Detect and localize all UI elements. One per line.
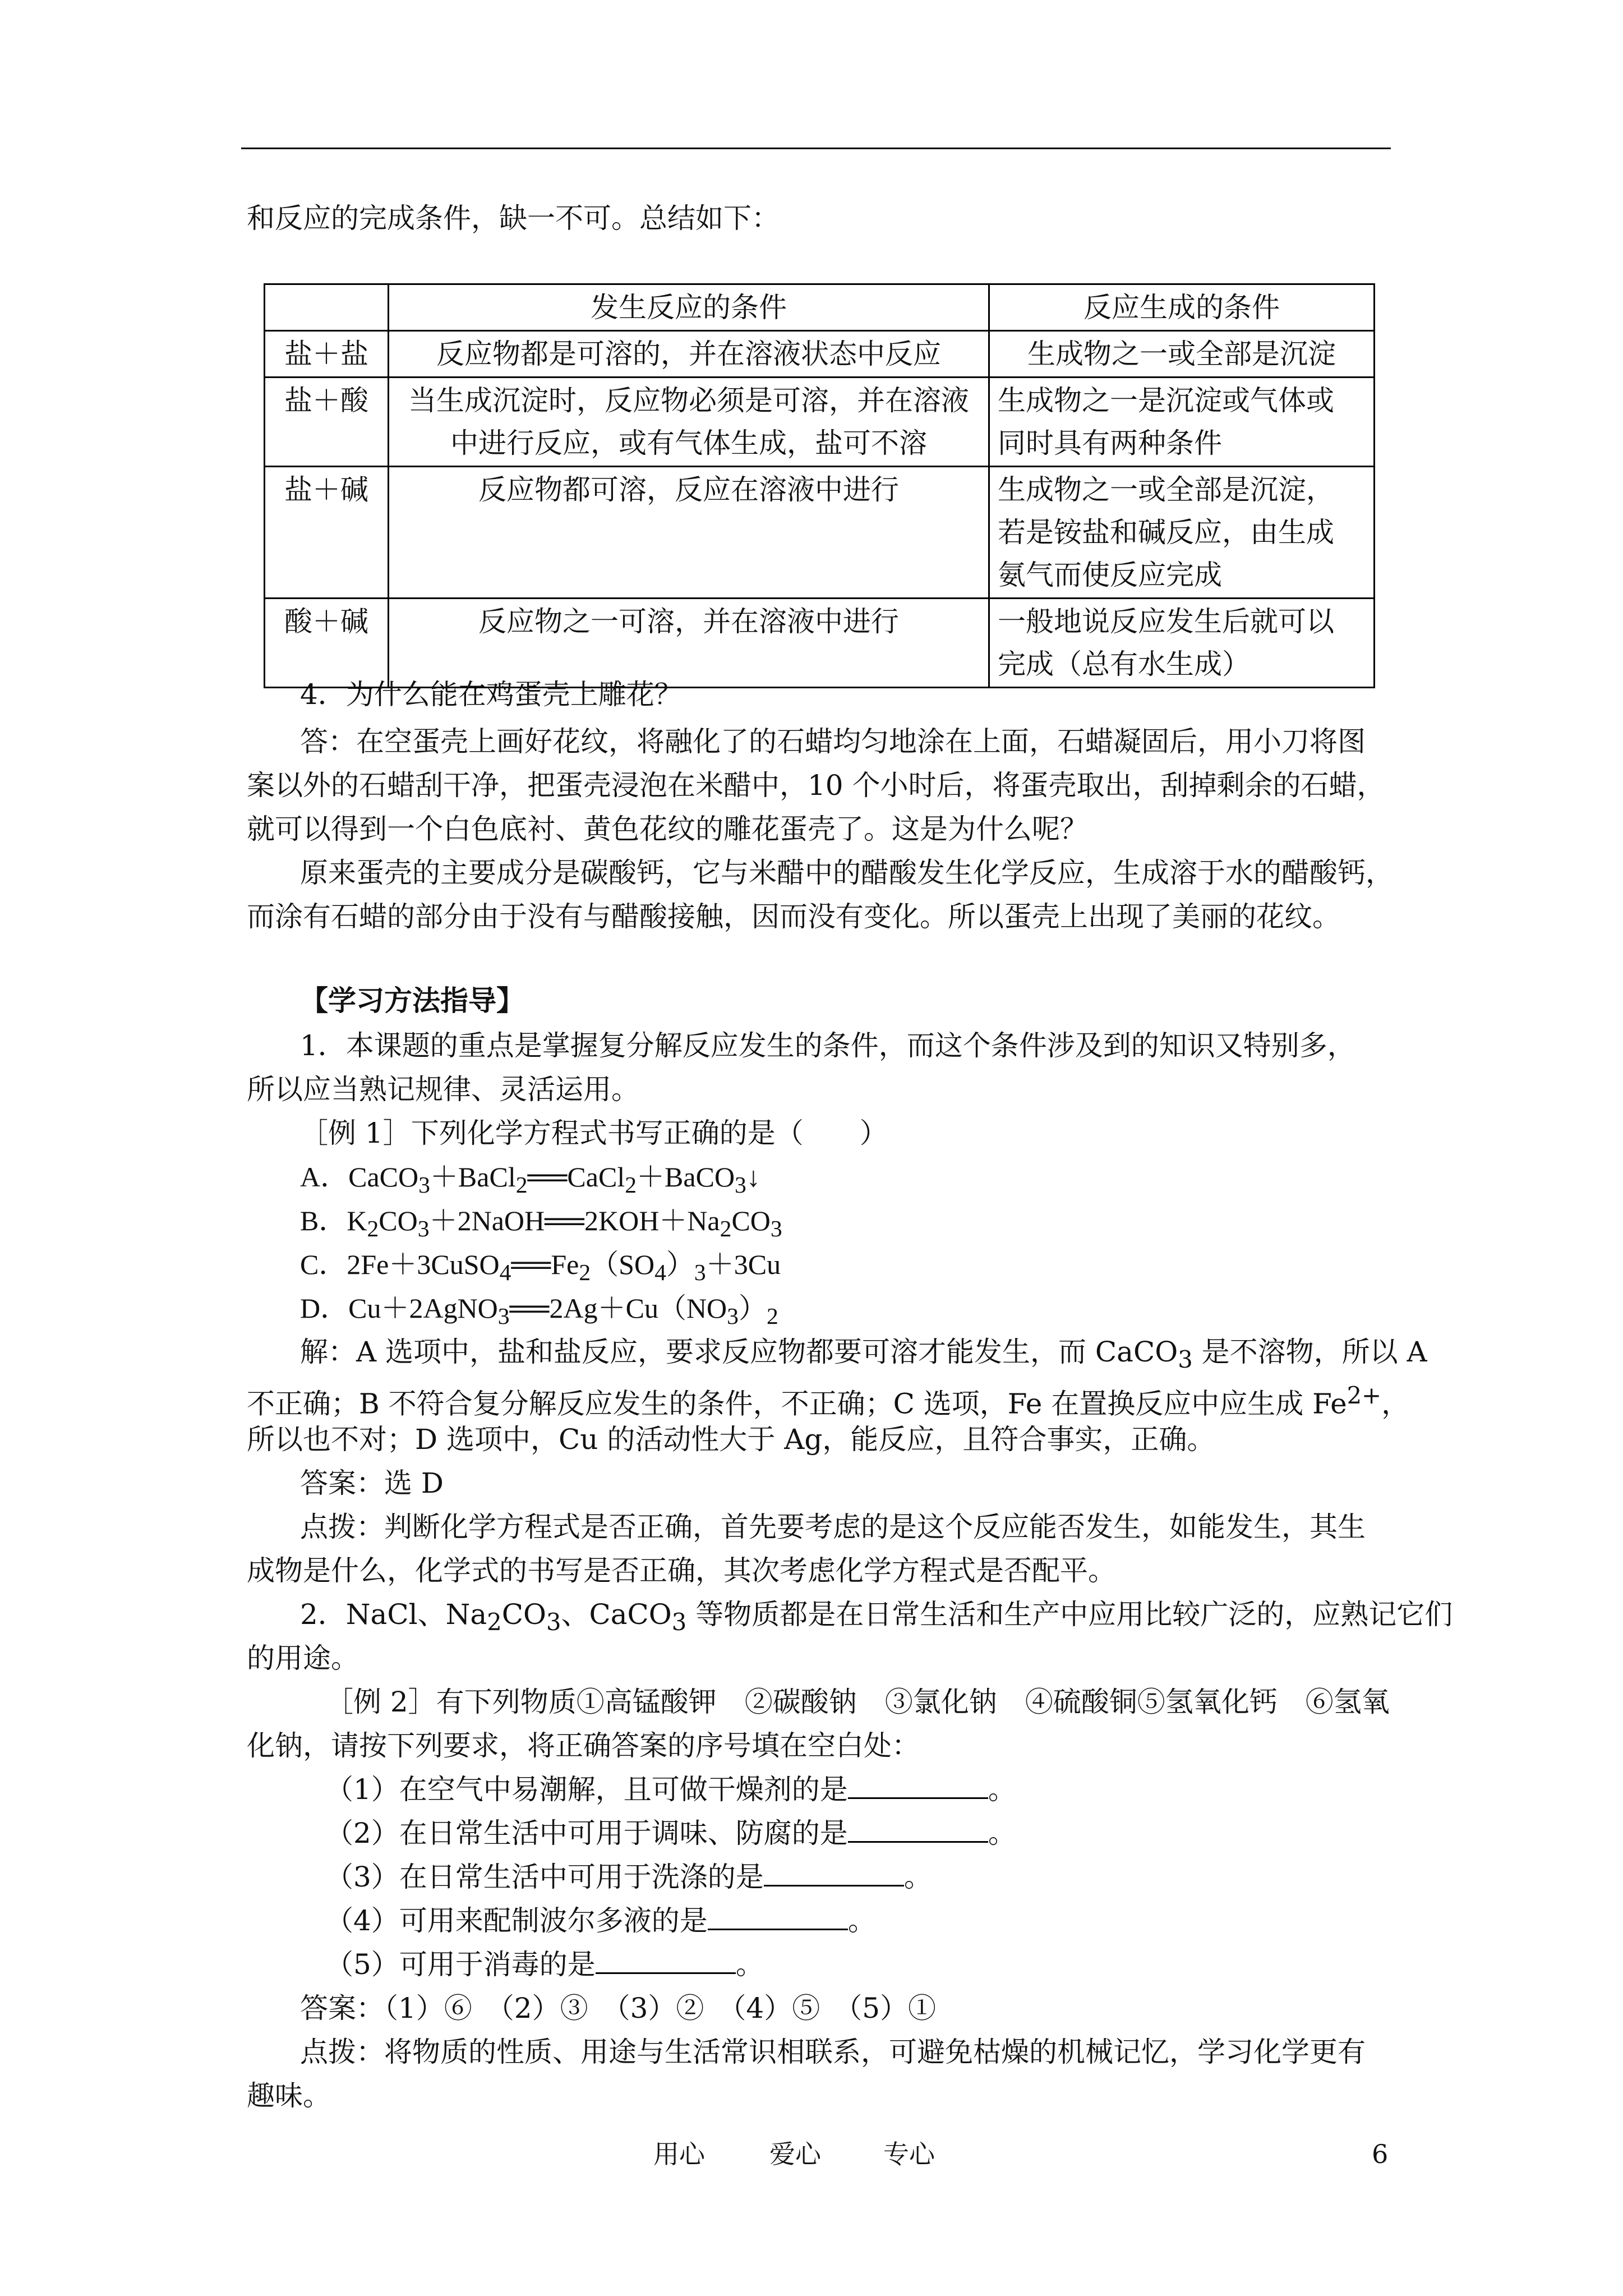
conditions-table — [264, 283, 1375, 688]
point-2-line: 的用途。 — [247, 1642, 359, 1674]
method-heading: 【学习方法指导】 — [300, 984, 524, 1017]
complete-condition-cell — [989, 467, 1375, 599]
cell-line: 反应物之一可溶，并在溶液中进行 — [478, 605, 899, 638]
table-header-cell: 反应生成的条件 — [989, 284, 1375, 331]
table-row — [265, 331, 1375, 378]
cell-line: 一般地说反应发生后就可以 — [998, 605, 1334, 638]
example-2-stem-line: 化钠，请按下列要求，将正确答案的序号填在空白处： — [247, 1729, 920, 1762]
table-row — [265, 467, 1375, 599]
point-1-line: 所以应当熟记规律、灵活运用。 — [247, 1073, 639, 1106]
header-rule — [241, 148, 1391, 149]
cell-line: 生成物之一或全部是沉淀， — [998, 473, 1334, 506]
example-2-stem-line: ［例 2］有下列物质①高锰酸钾 ②碳酸钠 ③氯化钠 ④硫酸铜⑤氢氧化钙 ⑥氢氧 — [325, 1686, 1390, 1718]
answer-blank[interactable] — [596, 1944, 736, 1974]
table-header-row — [265, 284, 1375, 331]
question-4-explain-line: 而涂有石蜡的部分由于没有与醋酸接触，因而没有变化。所以蛋壳上出现了美丽的花纹。 — [247, 900, 1340, 933]
example-2-item: （5）可用于消毒的是 。 — [325, 1943, 1391, 1986]
answer-blank[interactable] — [764, 1857, 904, 1887]
reaction-type-cell: 盐＋碱 — [265, 467, 389, 599]
example-1-stem: ［例 1］下列化学方程式书写正确的是（ ） — [300, 1117, 888, 1149]
point-1-line: 1．本课题的重点是掌握复分解反应发生的条件，而这个条件涉及到的知识又特别多， — [300, 1029, 1355, 1062]
question-4-answer-line: 案以外的石蜡刮干净，把蛋壳浸泡在米醋中，10 个小时后，将蛋壳取出，刮掉剩余的石蜡， — [247, 769, 1385, 802]
example-2-item: （1）在空气中易潮解，且可做干燥剂的是 。 — [325, 1768, 1391, 1811]
example-2-answer: 答案：（1）⑥ （2）③ （3）② （4）⑤ （5）① — [300, 1992, 937, 2024]
footer-motto-3: 专心 — [883, 2139, 935, 2169]
question-4-answer-line: 就可以得到一个白色底衬、黄色花纹的雕花蛋壳了。这是为什么呢？ — [247, 813, 1088, 845]
cell-line: 反应物都可溶，反应在溶液中进行 — [478, 473, 899, 506]
cell-line: 生成物之一或全部是沉淀 — [1027, 338, 1336, 370]
page-number: 6 — [1372, 2139, 1389, 2169]
occur-condition-cell — [389, 467, 989, 599]
table-header-cell — [265, 284, 389, 331]
occur-condition-cell — [389, 331, 989, 378]
answer-blank[interactable] — [708, 1901, 848, 1930]
question-4-title: 4．为什么能在鸡蛋壳上雕花？ — [300, 678, 683, 711]
cell-line: 若是铵盐和碱反应，由生成 — [998, 516, 1334, 549]
example-1-option-b: B．$K_2CO_3+2NaOH══2KOH+Na_2CO_3$ — [300, 1205, 782, 1242]
question-4-answer-line: 答：在空蛋壳上画好花纹，将融化了的石蜡均匀地涂在上面，石蜡凝固后，用小刀将图 — [300, 725, 1366, 758]
footer-motto-1: 用心 — [653, 2139, 705, 2169]
answer-blank[interactable] — [848, 1813, 988, 1843]
cell-line: 反应物都是可溶的，并在溶液状态中反应 — [436, 338, 941, 370]
table-header-cell: 发生反应的条件 — [389, 284, 989, 331]
cell-line: 氨气而使反应完成 — [998, 559, 1222, 591]
example-1-solution-line: 所以也不对；D 选项中，Cu 的活动性大于 Ag，能反应，且符合事实，正确。 — [247, 1423, 1215, 1456]
complete-condition-cell — [989, 331, 1375, 378]
cell-line: 当生成沉淀时，反应物必须是可溶，并在溶液 — [408, 384, 969, 417]
intro-text: 和反应的完成条件，缺一不可。总结如下： — [247, 202, 780, 234]
answer-blank[interactable] — [848, 1769, 988, 1799]
point-2-line: 2．NaCl、$Na_2CO_3$、CaCO$_3$ 等物质都是在日常生活和生产中应用比较广泛的，应熟记它们 — [300, 1598, 1453, 1636]
reaction-type-cell: 盐＋酸 — [265, 378, 389, 467]
cell-line: 中进行反应，或有气体生成，盐可不溶 — [450, 427, 927, 459]
example-1-option-d: D．$Cu+2AgNO_3══2Ag+Cu(NO_3)_2$ — [300, 1292, 778, 1329]
cell-line: 生成物之一是沉淀或气体或 — [998, 384, 1334, 417]
example-1-answer: 答案：选 D — [300, 1467, 444, 1499]
footer-motto-2: 爱心 — [769, 2139, 821, 2169]
example-1-tip-line: 点拨：判断化学方程式是否正确，首先要考虑的是这个反应能否发生，如能发生，其生 — [300, 1511, 1366, 1543]
example-1-solution-line: 不正确；B 不符合复分解反应发生的条件，不正确；C 选项，Fe 在置换反应中应生成 $Fe^{2+}$， — [247, 1382, 1410, 1420]
example-2-item: （3）在日常生活中可用于洗涤的是 。 — [325, 1856, 1391, 1898]
example-1-option-a: A．CaCO$_3$＋BaCl$_2$══CaCl$_2$＋BaCO$_3$↓ — [300, 1161, 760, 1198]
cell-line: 完成（总有水生成） — [998, 648, 1250, 680]
table-row — [265, 378, 1375, 467]
reaction-type-cell: 酸＋碱 — [265, 599, 389, 688]
example-2-item: （2）在日常生活中可用于调味、防腐的是 。 — [325, 1812, 1391, 1855]
example-1-option-c: C．$2Fe+3CuSO_4══Fe_2(SO_4)_3+3Cu$ — [300, 1249, 781, 1286]
reaction-type-cell: 盐＋盐 — [265, 331, 389, 378]
example-1-tip-line: 成物是什么，化学式的书写是否正确，其次考虑化学方程式是否配平。 — [247, 1554, 1116, 1587]
occur-condition-cell — [389, 378, 989, 467]
question-4-explain-line: 原来蛋壳的主要成分是碳酸钙，它与米醋中的醋酸发生化学反应，生成溶于水的醋酸钙， — [300, 857, 1394, 889]
example-2-tip-line: 点拨：将物质的性质、用途与生活常识相联系，可避免枯燥的机械记忆，学习化学更有 — [300, 2036, 1366, 2068]
example-1-solution-line: 解：A 选项中，盐和盐反应，要求反应物都要可溶才能发生，而 CaCO$_3$ 是不溶物，所以 A — [300, 1336, 1427, 1373]
complete-condition-cell — [989, 378, 1375, 467]
cell-line: 同时具有两种条件 — [998, 427, 1222, 459]
example-2-item: （4）可用来配制波尔多液的是 。 — [325, 1899, 1391, 1942]
example-2-tip-line: 趣味。 — [247, 2079, 331, 2112]
